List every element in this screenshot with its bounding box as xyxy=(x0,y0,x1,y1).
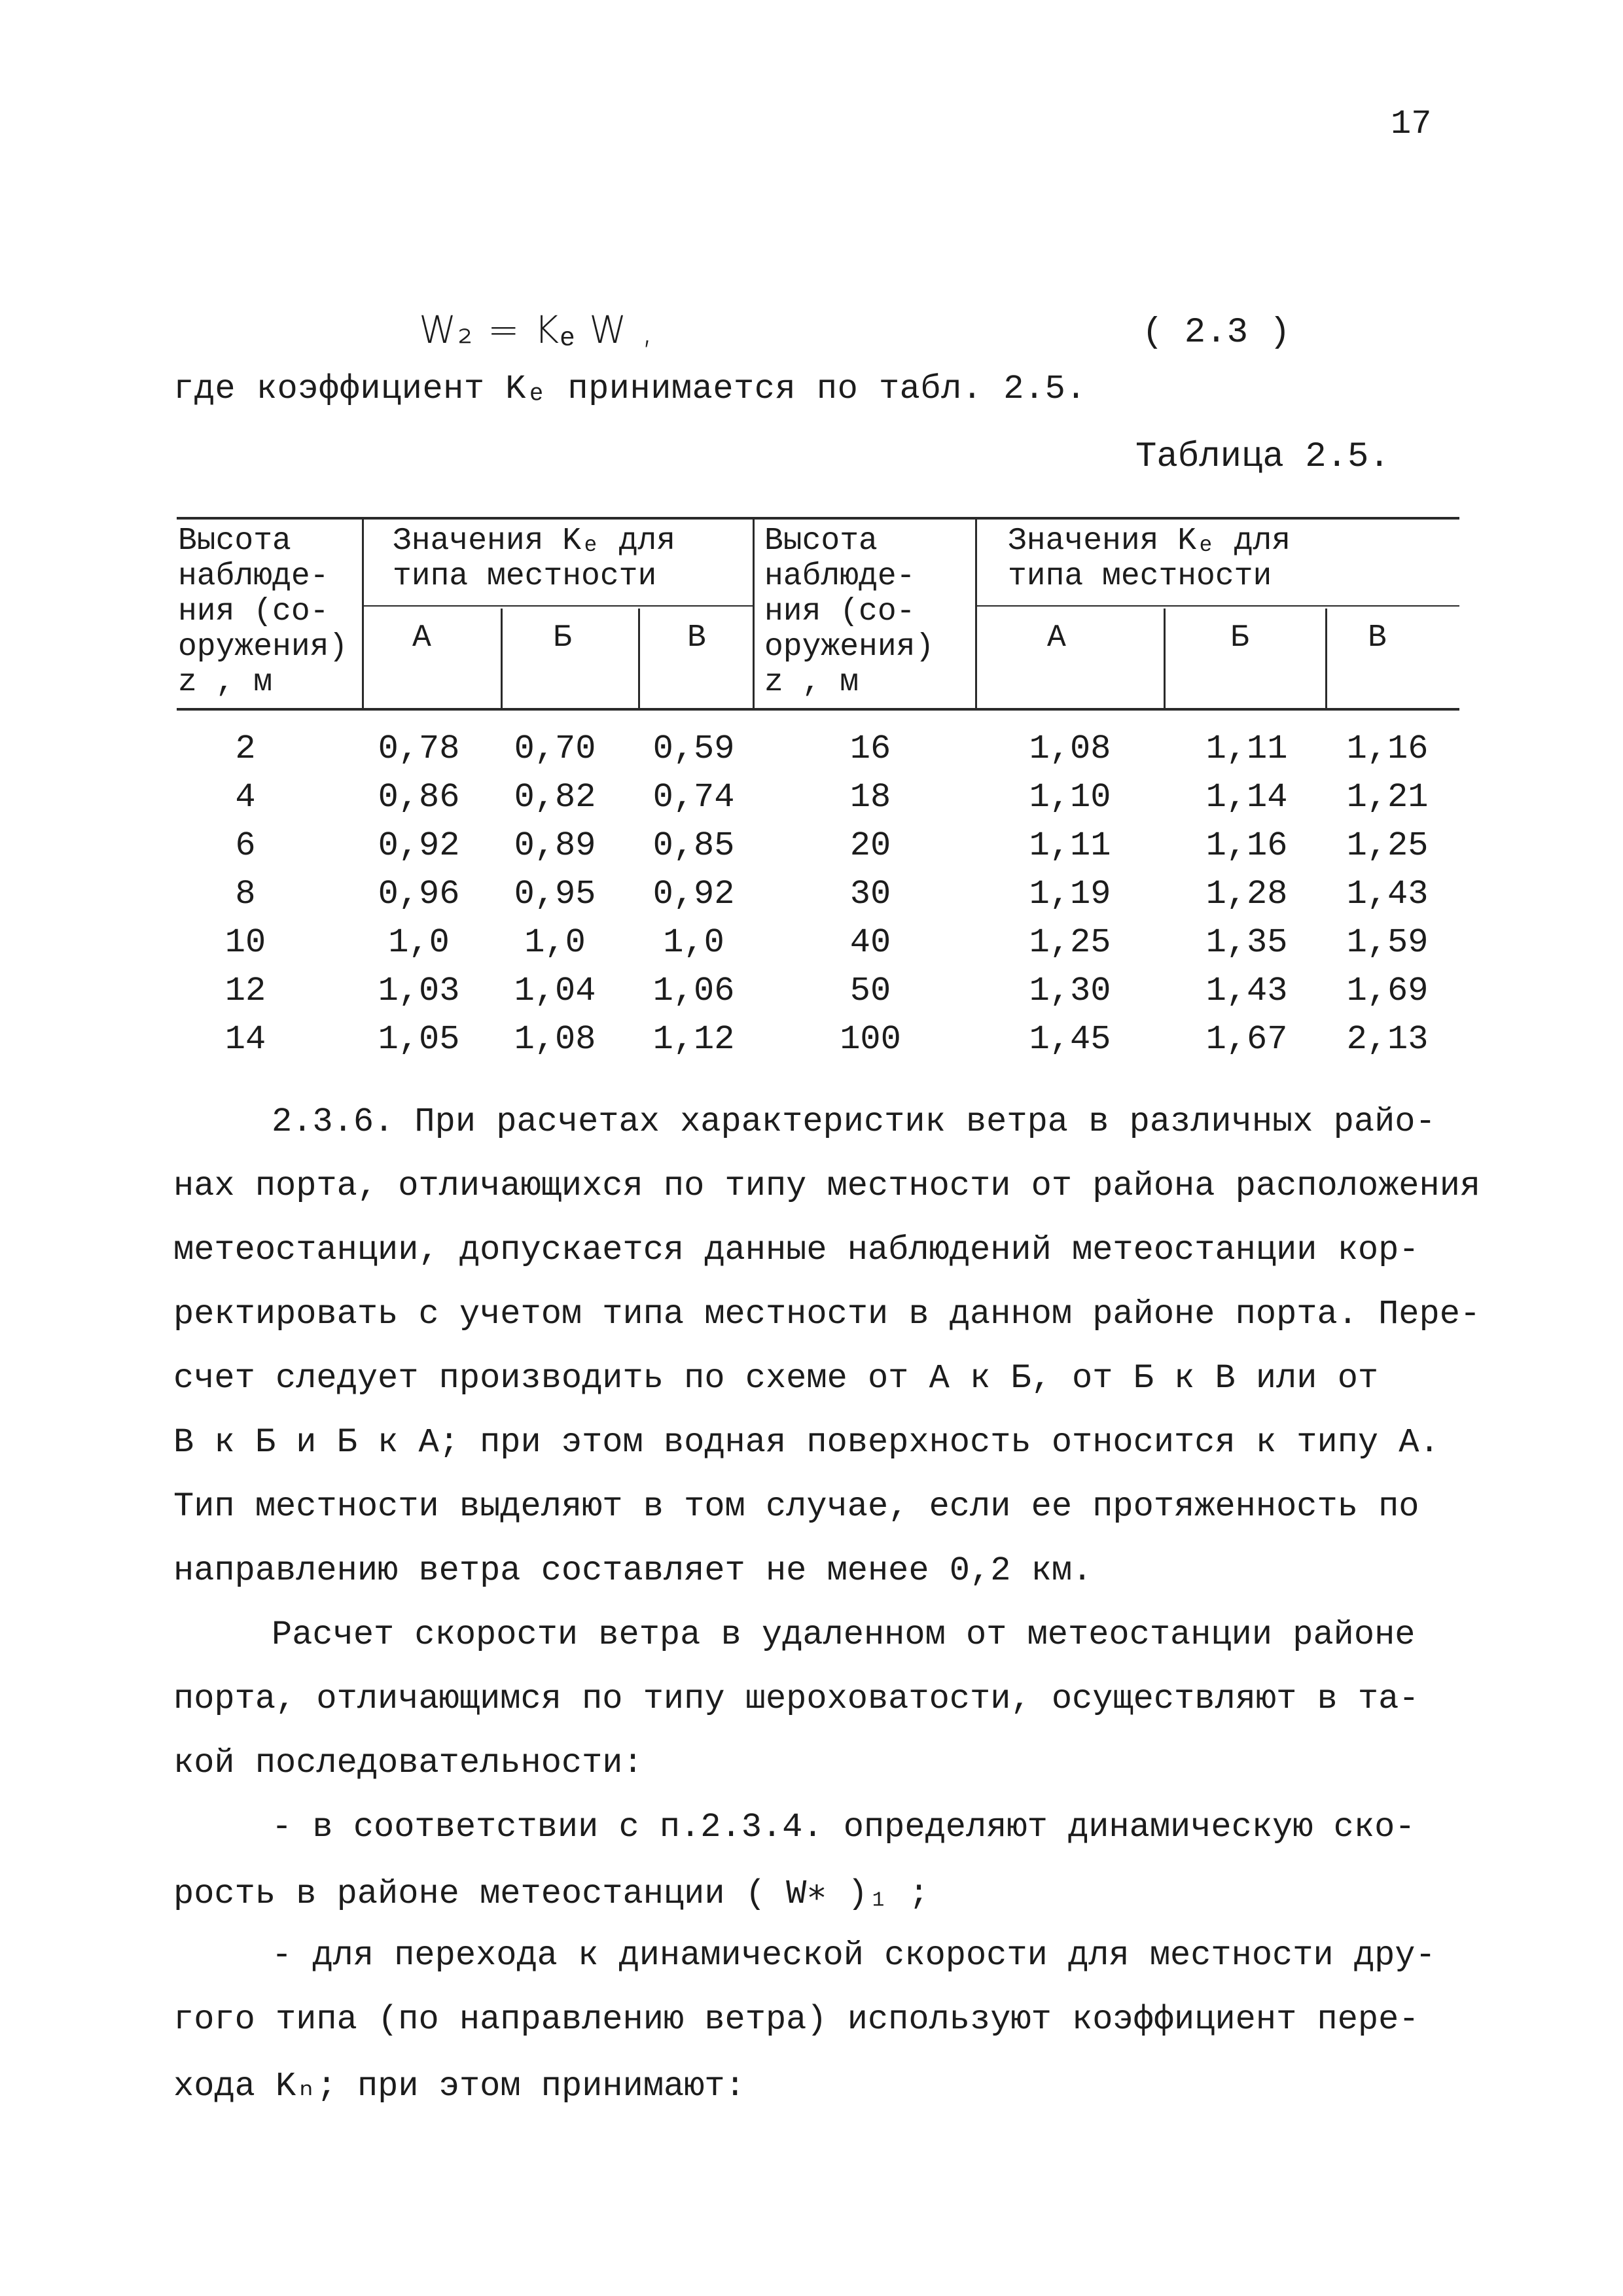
table-vline xyxy=(362,517,364,710)
paragraph-line: 2.3.6. При расчетах характеристик ветра в различных райо- xyxy=(272,1103,1436,1141)
header-text: z , м xyxy=(764,665,859,700)
formula-number: ( 2.3 ) xyxy=(1142,313,1291,353)
paragraph-line: нах порта, отличающихся по типу местности от района расположения xyxy=(173,1167,1481,1205)
table-cell: 1,35 xyxy=(1205,923,1288,962)
table-cell: 1,0 xyxy=(524,923,586,962)
table-cell: 1,16 xyxy=(1205,826,1288,865)
table-cell: 30 xyxy=(849,875,891,913)
table-cell: 1,0 xyxy=(388,923,450,962)
table-cell: 16 xyxy=(849,730,891,768)
paragraph-line: порта, отличающимся по типу шероховатости, осуществляют в та- xyxy=(173,1680,1419,1718)
table-cell: 0,89 xyxy=(514,826,596,865)
paragraph-line: рость в районе метеостанции ( W∗ )₁ ; xyxy=(173,1875,929,1913)
table-vline xyxy=(1325,609,1327,710)
table-cell: 12 xyxy=(224,972,266,1010)
header-text: типа местности xyxy=(393,559,657,594)
paragraph-line: В к Б и Б к А; при этом водная поверхность относится к типу А. xyxy=(173,1423,1440,1462)
header-terrain-v: В xyxy=(687,620,706,656)
paragraph-line: направлению ветра составляет не менее 0,2 км. xyxy=(173,1551,1093,1590)
table-cell: 1,03 xyxy=(378,972,460,1010)
table-cell: 1,43 xyxy=(1346,875,1429,913)
table-cell: 0,86 xyxy=(378,778,460,817)
table-cell: 40 xyxy=(849,923,891,962)
table-cell: 1,05 xyxy=(378,1020,460,1059)
table-cell: 1,04 xyxy=(514,972,596,1010)
table-cell: 0,96 xyxy=(378,875,460,913)
table-row xyxy=(0,972,1623,1020)
table-cell: 1,11 xyxy=(1029,826,1111,865)
table-subheader-rule xyxy=(977,605,1459,607)
paragraph-line: счет следует производить по схеме от А к Б, от Б к В или от xyxy=(173,1359,1379,1398)
formula: W₂ = Kₑ W , xyxy=(419,308,655,352)
table-cell: 1,28 xyxy=(1205,875,1288,913)
table-cell: 1,25 xyxy=(1029,923,1111,962)
table-cell: 1,45 xyxy=(1029,1020,1111,1059)
table-subheader-rule xyxy=(364,605,753,607)
table-cell: 4 xyxy=(235,778,256,817)
table-cell: 0,70 xyxy=(514,730,596,768)
table-cell: 1,10 xyxy=(1029,778,1111,817)
table-cell: 1,19 xyxy=(1029,875,1111,913)
table-cell: 1,08 xyxy=(1029,730,1111,768)
formula-explanation: где коэффициент Kₑ принимается по табл. 2.5. xyxy=(173,370,1087,408)
table-cell: 1,67 xyxy=(1205,1020,1288,1059)
header-text: наблюде- xyxy=(178,559,329,594)
paragraph-line: гого типа (по направлению ветра) используют коэффициент пере- xyxy=(173,2000,1419,2039)
header-terrain-b: Б xyxy=(553,620,572,656)
table-row xyxy=(0,923,1623,972)
paragraph-line: Тип местности выделяют в том случае, если ее протяженность по xyxy=(173,1487,1419,1526)
table-cell: 1,16 xyxy=(1346,730,1429,768)
table-vline xyxy=(975,517,977,710)
table-cell: 1,08 xyxy=(514,1020,596,1059)
header-terrain-a: А xyxy=(1047,620,1066,656)
header-text: z , м xyxy=(178,665,273,700)
table-cell: 50 xyxy=(849,972,891,1010)
table-cell: 20 xyxy=(849,826,891,865)
table-cell: 6 xyxy=(235,826,256,865)
header-height-right xyxy=(764,523,934,700)
table-header-bottom-rule xyxy=(177,708,1459,711)
header-text: оружения) xyxy=(764,629,935,665)
table-cell: 0,92 xyxy=(378,826,460,865)
header-text: Значения Kₑ для xyxy=(393,523,676,559)
paragraph-line: - в соответствии с п.2.3.4. определяют динамическую ско- xyxy=(272,1808,1416,1846)
paragraph-line: метеостанции, допускается данные наблюдений метеостанции кор- xyxy=(173,1231,1419,1269)
table-cell: 1,14 xyxy=(1205,778,1288,817)
header-values-left xyxy=(393,523,675,594)
header-terrain-b: Б xyxy=(1230,620,1249,656)
table-cell: 1,25 xyxy=(1346,826,1429,865)
header-text: Высота xyxy=(764,523,878,559)
table-cell: 0,82 xyxy=(514,778,596,817)
table-cell: 0,59 xyxy=(652,730,735,768)
table-cell: 2 xyxy=(235,730,256,768)
table-cell: 1,0 xyxy=(663,923,724,962)
header-text: оружения) xyxy=(178,629,348,665)
table-vline xyxy=(753,517,755,710)
paragraph-line: ректировать с учетом типа местности в данном районе порта. Пере- xyxy=(173,1295,1481,1333)
header-terrain-a: А xyxy=(412,620,431,656)
table-cell: 1,69 xyxy=(1346,972,1429,1010)
page-number: 17 xyxy=(1391,105,1432,143)
table-cell: 1,43 xyxy=(1205,972,1288,1010)
header-text: ния (со- xyxy=(178,594,329,629)
header-text: Значения Kₑ для xyxy=(1008,523,1291,559)
table-row xyxy=(0,730,1623,778)
header-terrain-v: В xyxy=(1368,620,1387,656)
table-vline xyxy=(1164,609,1166,710)
table-caption: Таблица 2.5. xyxy=(1135,437,1390,477)
table-cell: 0,95 xyxy=(514,875,596,913)
table-cell: 0,85 xyxy=(652,826,735,865)
table-cell: 14 xyxy=(224,1020,266,1059)
header-text: ния (со- xyxy=(764,594,916,629)
table-cell: 0,74 xyxy=(652,778,735,817)
table-vline xyxy=(501,609,503,710)
header-text: Высота xyxy=(178,523,291,559)
header-values-right xyxy=(1008,523,1291,594)
table-cell: 1,11 xyxy=(1205,730,1288,768)
paragraph-line: кой последовательности: xyxy=(173,1744,643,1782)
table-row xyxy=(0,875,1623,923)
table-cell: 0,92 xyxy=(652,875,735,913)
paragraph-line: - для перехода к динамической скорости для местности дру- xyxy=(272,1936,1436,1975)
table-row xyxy=(0,826,1623,875)
paragraph-line: хода Kₙ; при этом принимают: xyxy=(173,2067,745,2106)
table-cell: 1,06 xyxy=(652,972,735,1010)
table-cell: 100 xyxy=(840,1020,901,1059)
header-text: наблюде- xyxy=(764,559,916,594)
table-cell: 10 xyxy=(224,923,266,962)
paragraph-line: Расчет скорости ветра в удаленном от метеостанции районе xyxy=(272,1616,1416,1654)
table-cell: 2,13 xyxy=(1346,1020,1429,1059)
table-cell: 1,59 xyxy=(1346,923,1429,962)
table-row xyxy=(0,778,1623,826)
table-vline xyxy=(638,609,640,710)
table-row xyxy=(0,1020,1623,1069)
table-cell: 8 xyxy=(235,875,256,913)
table-cell: 1,21 xyxy=(1346,778,1429,817)
header-height-left xyxy=(178,523,348,700)
table-cell: 0,78 xyxy=(378,730,460,768)
table-cell: 1,30 xyxy=(1029,972,1111,1010)
table-cell: 1,12 xyxy=(652,1020,735,1059)
table-top-rule xyxy=(177,517,1459,520)
header-text: типа местности xyxy=(1008,559,1272,594)
table-cell: 18 xyxy=(849,778,891,817)
